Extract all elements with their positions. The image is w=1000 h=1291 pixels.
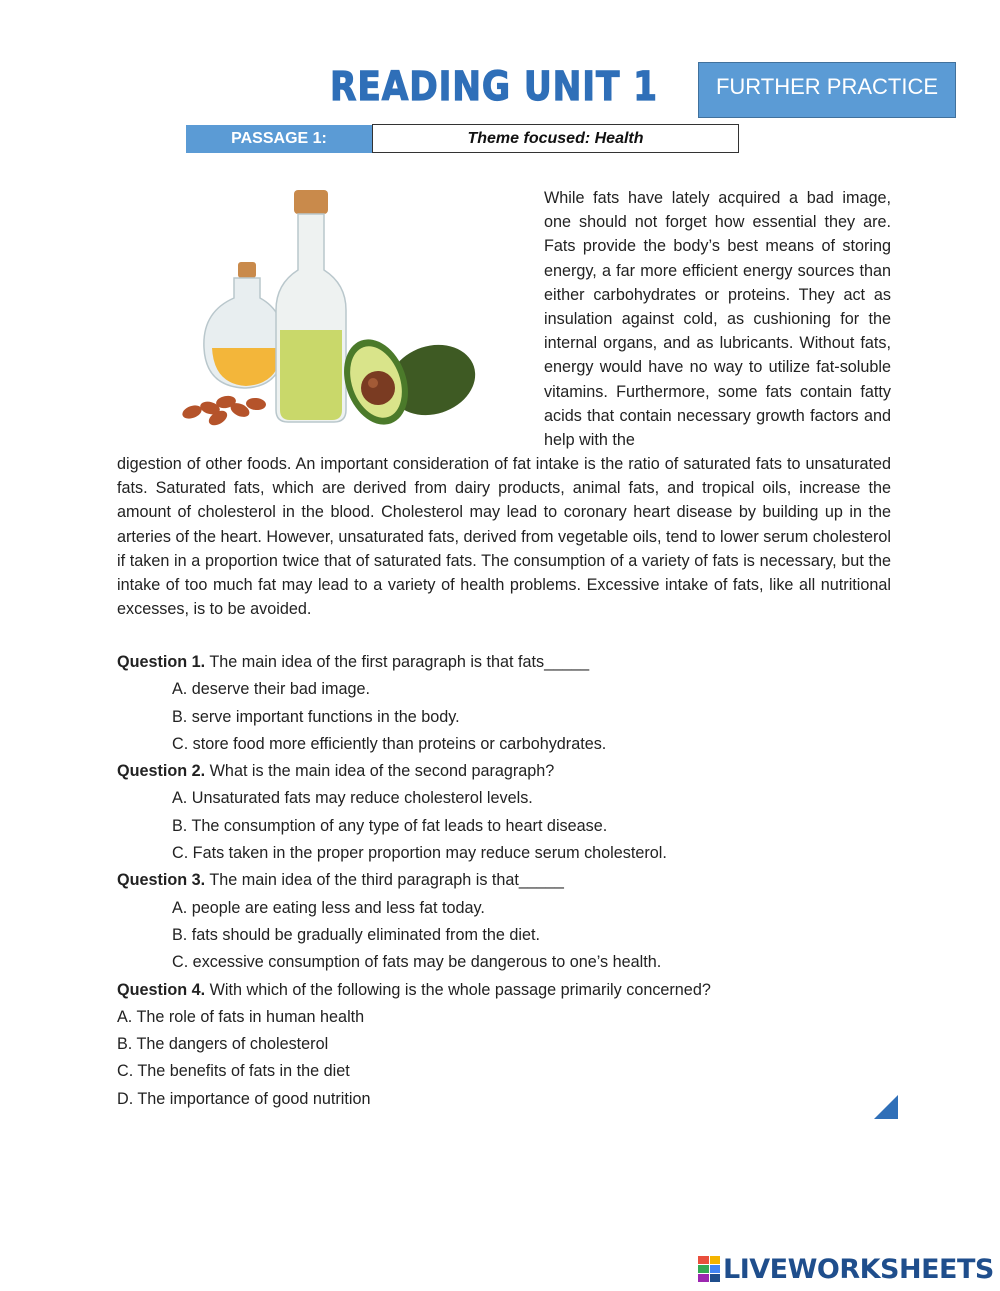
answer-option[interactable]: C. Fats taken in the proper proportion may reduce serum cholesterol. xyxy=(172,844,667,863)
answer-option[interactable]: B. serve important functions in the body. xyxy=(172,707,460,726)
questions-section xyxy=(117,650,897,1114)
liveworksheets-logo xyxy=(698,1254,994,1284)
answer-option[interactable]: A. The role of fats in human health xyxy=(117,1007,365,1026)
logo-text: LIVEWORKSHEETS xyxy=(723,1253,994,1285)
answer-option[interactable]: B. fats should be gradually eliminated from the diet. xyxy=(172,925,541,944)
theme-label: Theme focused: Health xyxy=(372,124,739,153)
page-corner-icon[interactable] xyxy=(874,1095,898,1119)
passage-paragraph-2: digestion of other foods. An important consideration of fat intake is the ratio of saturated fats to unsaturated fats. Saturated fats, which are derived from dairy products, animal fats, and tropical oils, increase the amount of cholesterol in the blood. Cholesterol may lead to coronary heart disease by building up in the arteries of the heart. However, unsaturated fats, derived from vegetable oils, tend to lower serum cholesterol if taken in a proportion twice that of saturated fats. The consumption of a variety of fats is necessary, but the intake of too much fat may lead to a variety of health problems. Excessive intake of fats, like all nutritional excesses, is to be avoided. xyxy=(117,455,891,619)
further-practice-banner: FURTHER PRACTICE xyxy=(698,62,956,118)
question-text: With which of the following is the whole passage primarily concerned? xyxy=(209,980,711,999)
answer-option[interactable]: B. The consumption of any type of fat leads to heart disease. xyxy=(172,816,608,835)
answer-option[interactable]: C. store food more efficiently than proteins or carbohydrates. xyxy=(172,734,607,753)
question-1 xyxy=(117,650,897,677)
question-text: The main idea of the third paragraph is that_____ xyxy=(209,871,564,890)
question-text: The main idea of the first paragraph is that fats_____ xyxy=(209,653,590,671)
oils-avocado-illustration xyxy=(170,180,490,430)
question-4 xyxy=(117,978,897,1005)
answer-option[interactable]: A. deserve their bad image. xyxy=(172,680,370,699)
question-label: Question 4. xyxy=(117,980,206,999)
logo-mark-icon xyxy=(698,1256,720,1282)
question-label: Question 1. xyxy=(117,653,206,671)
question-text: What is the main idea of the second paragraph? xyxy=(209,762,555,781)
answer-option[interactable]: D. The importance of good nutrition xyxy=(117,1089,371,1108)
passage-paragraph-1: While fats have lately acquired a bad image, one should not forget how essential they are. Fats provide the body’s best means of storing energy, a far more efficient energy sources than either carbohydrates or proteins. They act as insulation against cold, as cushioning for the internal organs, and as lubricants. Without fats, energy would have no way to utilize fat-soluble vitamins. Furthermore, some fats contain fatty acids that contain necessary growth factors and help with the xyxy=(544,189,891,450)
answer-option[interactable]: A. Unsaturated fats may reduce cholesterol levels. xyxy=(172,789,533,808)
answer-option[interactable]: C. The benefits of fats in the diet xyxy=(117,1062,350,1081)
question-2 xyxy=(117,759,897,786)
page-title: READING UNIT 1 xyxy=(330,64,658,110)
passage-label: PASSAGE 1: xyxy=(186,125,372,153)
question-label: Question 3. xyxy=(117,871,206,890)
answer-option[interactable]: A. people are eating less and less fat today. xyxy=(172,898,485,917)
answer-option[interactable]: C. excessive consumption of fats may be dangerous to one’s health. xyxy=(172,953,662,972)
question-3 xyxy=(117,868,897,895)
question-label: Question 2. xyxy=(117,762,206,781)
answer-option[interactable]: B. The dangers of cholesterol xyxy=(117,1035,329,1054)
